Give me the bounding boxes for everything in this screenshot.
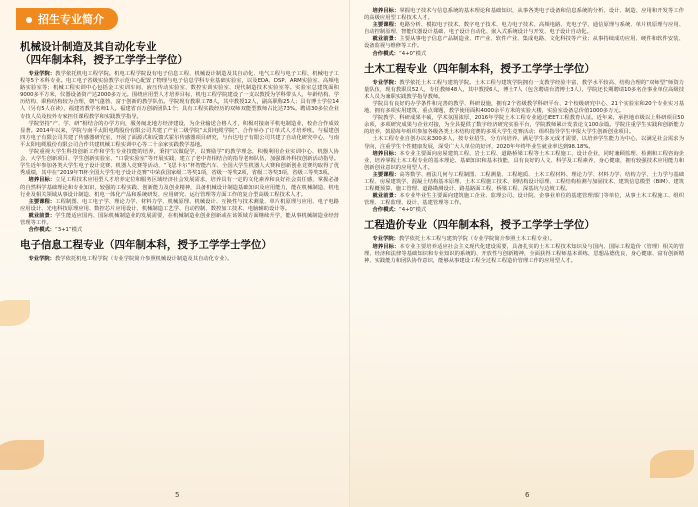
paragraph-text: 本专业毕业生主要面向建筑施工企业、监理公司、设计院、企事业单位的基建管理部门等单位，从事土木工程施工、组织管理、工程监理、设计、基建管理等工作。	[364, 193, 684, 207]
banner-text: 招生专业简介	[38, 13, 104, 26]
paragraph	[364, 172, 684, 193]
paragraph-text: 教学依托土木工程与建筑学院（专业学院简介参照土木工程专业）。	[398, 236, 556, 243]
paragraph	[20, 199, 339, 213]
paragraph	[364, 193, 684, 207]
paragraph-text: 教学依托土木工程与建筑学院。土木工程与建筑学院拥有一支教学经验丰富、教学水平较高、结构合理的“双师型”师资力量队伍，现有教职员52人，专任教师48人，其中教授6人，博士7人（包含聘请台湾博士3人），学院还长期聘请10多名企事业单位高级技术人员为兼职实践教学指导教师。	[364, 79, 684, 100]
paragraph	[20, 256, 339, 263]
paragraph-key: 主要课程：	[372, 171, 400, 178]
paragraph	[20, 149, 339, 177]
major-title-subtitle: （四年制本科，授予工学学士学位）	[20, 54, 188, 66]
paragraph-key: 合作模式：	[372, 50, 399, 57]
paragraph-key: 专业学院：	[28, 71, 56, 77]
paragraph-text: “3+1”模式	[54, 227, 83, 234]
paragraph	[364, 151, 684, 172]
paragraph	[364, 136, 684, 150]
paragraph	[20, 71, 339, 121]
major-title-text: 机械设计制造及其自动化专业	[20, 41, 157, 53]
paragraph-key: 主要课程：	[372, 22, 400, 29]
paragraph	[364, 8, 684, 22]
paragraph-text: 掌握电子技术与信息系统的基本理论和基础知识，从事各类电子设备和信息系统的分析、设计、制造、应用和开发等工作的高级应用型工程技术人才。	[364, 8, 684, 22]
decorative-leaf-icon	[650, 450, 694, 478]
section-banner	[16, 8, 118, 30]
paragraph-text: 学院教学、科研成果丰硕，学术氛围浓厚，2016年学院土木工程专业通过IEET工程教育认证。近年来，承担地市级以上科研项目50余项，多项研究成果与企业对接，为全县提供了数字经济研究实验平台，学院教师累计发表论文100余篇。学院注重学生实践和创新能力的培养，鼓励每年组织参加各级各类土木结构竞赛的多项大学生竞赛活动；组织指导学生申报大学生创新创业项目。	[364, 115, 684, 136]
paragraph-text: 电路分析、模拟电子技术、数字电子技术、电力电子技术、高频电路、光电子学、通信原理与系统、单片机原理与应用、自动控制原理、智能仪器设计基础、电子设计自动化、嵌入式系统设计与开发、电子设计自动化。	[364, 22, 684, 36]
paragraph-text: 本专业主要培养适应社会主义现代化建设需要，具备扎实的土木工程技术知识及与国内、国际工程造价（管理）相关的管理、经济和法律等基础知识和专业知识的系统的、开放性与创新精神，全面获得工程师基本训练，思想品德优良，身心健康、富有创新精神、实践能力和团队协作意识，能够从事建设工程全过程工程造价管理工作的应用型人才。	[364, 243, 684, 264]
major-title: 土木工程专业（四年制本科，授予工学学士学位）	[364, 62, 595, 75]
paragraph	[364, 36, 684, 50]
paragraph-key: 就业前景：	[28, 212, 56, 219]
major-title: 工程造价专业（四年制本科，授予工学学士学位）	[364, 219, 595, 232]
major-title: 电子信息工程专业（四年制本科，授予工学学士学位）	[20, 239, 272, 252]
paragraph-key: 培养目标：	[372, 150, 400, 157]
paragraph-text: “4+0”模式	[398, 207, 427, 214]
paragraph-key: 合作模式：	[28, 227, 55, 234]
paragraph	[20, 121, 339, 149]
paragraph-key: 专业学院：	[372, 236, 399, 243]
page-number: 6	[525, 491, 530, 499]
paragraph-text: 学院重视大学生科技创新工作和学生专业技能的培养，秉持“以做促学，以赛励学”的教学理念，积极利用企业实训中心、机器人协会、大学生创新项目、学生创新实验室、“口袋实验室”等开展实践，建立了老中青相结合的指导老师队伍，加强课外科技创新活动指导。学生近年参加各类大学生电子设计竞赛、机器人竞赛等活动，“飞思卡尔”杯智能汽车、全国大学生机器人大赛和创新创业竞赛均取得了优秀成绩，其中在“2019年TI杯全国大学生电子设计竞赛”中荣获国家级二等奖1项，省级一等奖2项，省级二等奖3项，省级三等奖3项。	[20, 149, 339, 177]
paragraph-key: 主要课程：	[28, 198, 56, 205]
page-number: 5	[175, 491, 180, 499]
paragraph-key: 合作模式：	[372, 207, 399, 214]
paragraph-key: 培养目标：	[28, 177, 56, 184]
paragraph-text: 主要从事电子信息产品制造业、IT产业、软件产业、集成电路、文化科技等产业；从事持续成功应用、硬件和软件安装、设备监视与维修等工作。	[364, 36, 684, 50]
paragraph-key: 专业学院：	[372, 79, 400, 86]
paragraph	[20, 213, 339, 227]
paragraph-text: 学院坚持“产、学、研”相结合的办学方向，服务闽北地方经济建设，为企业输送合格人才，积极对接南平机电制造业，校企合作成效显著。2014年以来，学院与南平太阳电缆股份有限公司共建了产业二级学院“太阳电缆学院”，合作举办了订单式人才培养班。与福建创四方电子有限公司共建了传感器研究室，开展了面源式和反馈式霍尔传感器项目研究，与台达电子有限公司共建了自动化研究中心，与南平太阳电缆股份有限公司合作共建机械工程实训中心等二十余家实践教学基地。	[20, 120, 339, 148]
paragraph-text: 本专业主要面向房屋建筑工程、岩土工程、道路桥梁工程等土木工程施工、设计企业，同时兼顾监理、检测和工程咨询企业，培养掌握土木工程专业的基本理论、基础知识和基本技能，具有良好的人文、科学及工程素养，身心健康，拥有较强技术应用能力和创新创业意识的应用型人才。	[364, 150, 684, 171]
paragraph-text: 立足工程技术应用型人才培养定位和服务区域经济社会发展需求，培养具有一定的文化素养和良好社会责任感，掌握必备的自然科学基础理论和专业知识，较强的工程实践、创新能力及创业精神，具备机械设计制造基础知识及应用能力，能在机械制造、机电行业及相关领域从事设计制造、机电一体化产品和系统研发、应用研究、运行管理等方面工作的复合型高级工程技术人才。	[20, 177, 339, 198]
paragraph-text: 学院具有良好的办学条件和完善的教学、科研设施，拥有2个省级教学科研平台、2个校级研究中心、21个实验室和20个专业实习基地，拥有多项实用建筑、重点课题，教学使用面积4000余平方米的实验大楼，实验室设备总价值1000多万元。	[364, 100, 684, 115]
paragraph-text: 高等数学、画法几何与工程制图、工程测量、工程地质、土木工程材料、理论力学、材料力学、结构力学、土力学与基础工程、房屋建筑学、混凝土结构基本原理、土木工程施工技术、钢结构设计原理、工程结构检测与加固技术、建筑信息模型（BIM）、建筑工程概预算、施工管理、道路勘测设计、路基路面工程、桥梁工程、深基坑与边坡工程。	[364, 171, 684, 193]
decorative-leaf-icon	[0, 440, 44, 470]
paragraph	[364, 236, 684, 243]
paragraph-key: 培养目标：	[372, 8, 400, 14]
paragraph	[20, 177, 339, 198]
paragraph	[364, 244, 684, 265]
paragraph-text: 学生能适应国内、国际机械制造业的发展需要，在机械制造业创业创新或在该领域方面继续升学，能从事机械制造业经营管理等工作。	[20, 212, 339, 226]
paragraph	[364, 80, 684, 101]
paragraph-key: 培养目标：	[372, 243, 400, 250]
right-page	[349, 0, 698, 507]
paragraph-text: 教学依托机电工程学院。机电工程学院设有电子信息工程、机械设计制造及其自动化、电气工程与电子工程、机械电子工程等5个本科专业。电工电子省级实验教学示范中心配置了物理与电子信息学科专业基础实验室，以及EDA、DSP、ARM实验室、高频电路实验室等；机械工程实训中心包括金工实训车间、液压传动实验室、数控实训实验室、现代制造技术实验室等。实验室总建筑面积9000多平方米，仪器设备资产达2000多万元。围绕应用型人才培养目标，机电工程学院建设了一支以教授为学科带头人，年龄结构、学历结构、职称结构较为合理，朝气蓬勃、富于创新的教学队伍。学院现有教职工78人，其中教授12人，副高职称25人；具有博士学位14人（另有5人在读），福建省教学名师1人，福建省百万创新团队1个；具有工程实践经历的双师双能型教师占比达73%。聘请30多位企业专技人员及校外专家担任课程教学和实践教学指导。	[20, 71, 339, 120]
paragraph	[20, 227, 339, 234]
paragraph-text: “4+0”模式	[398, 50, 427, 57]
decorative-leaf-icon	[0, 300, 30, 326]
paragraph-text: 土木工程专业自创办以来300多人，按专业招生，分方向培养，满足学生多元成才需要，以培养学生能力为中心，以满足社会需求为导向，注重学生个性健康发展，深受广大人单位的好评，2020年年终毕业生就业率达到98.18%。	[364, 136, 684, 150]
paragraph	[364, 207, 684, 214]
paragraph	[364, 22, 684, 36]
paragraph	[364, 51, 684, 58]
paragraph	[364, 101, 684, 115]
bullet-icon	[26, 17, 32, 23]
major-title	[20, 41, 339, 67]
paragraph-key: 专业学院：	[28, 256, 55, 263]
paragraph	[364, 115, 684, 136]
paragraph-text: 教学依托机电工程学院（专业学院简介参照机械设计制造及其自动化专业）。	[54, 256, 233, 263]
paragraph-text: 工程制图、电工电子学、理论力学、材料力学、机械原理、机械设计、互换性与技术测量、单片机原理与应用、电子电路应用设计、光电科技原理应用、数控芯片应用设计、机械制造工艺学、自动控制、数控加工技术、电脑辅助设计等。	[20, 198, 339, 212]
paragraph-key: 就业前景：	[372, 193, 400, 200]
paragraph-key: 就业前景：	[372, 36, 400, 43]
